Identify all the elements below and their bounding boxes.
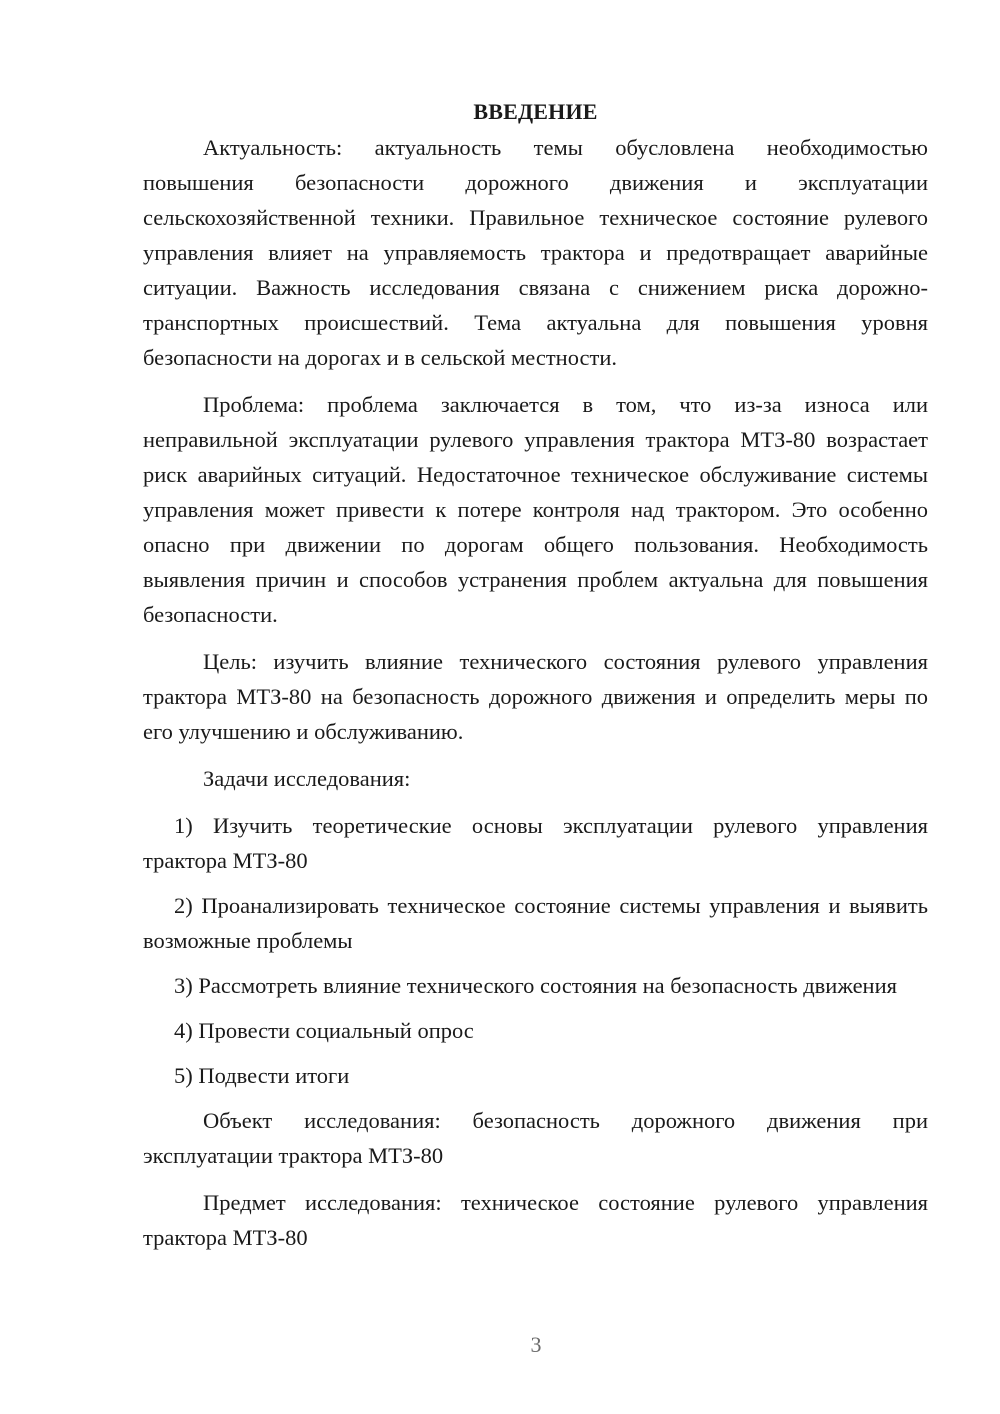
paragraph-goal: Цель: изучить влияние технического состояния рулевого управления трактора МТЗ-80 на безопасность дорожного движения и определить меры по его улучшению и обслуживанию.	[143, 649, 928, 744]
paragraph-subject: Предмет исследования: техническое состояние рулевого управления трактора МТЗ-80	[143, 1190, 928, 1250]
section-title: ВВЕДЕНИЕ	[473, 99, 598, 124]
paragraph-relevance: Актуальность: актуальность темы обусловлена необходимостью повышения безопасности дорожного движения и эксплуатации сельскохозяйственной техники. Правильное техническое состояние рулевого управления влияет на управляемость трактора и предотвращает аварийные ситуации. Важность исследования связана с снижением риска дорожно-транспортных происшествий. Тема актуальна для повышения уровня безопасности на дорогах и в сельской местности.	[143, 135, 928, 370]
paragraph-problem: Проблема: проблема заключается в том, что из-за износа или неправильной эксплуатации рулевого управления трактора МТЗ-80 возрастает риск аварийных ситуаций. Недостаточное техническое обслуживание системы управления может привести к потере контроля над трактором. Это особенно опасно при движении по дорогам общего пользования. Необходимость выявления причин и способов устранения проблем актуальна для повышения безопасности.	[143, 392, 928, 627]
task-item-3: 3) Рассмотреть влияние технического состояния на безопасность движения	[174, 973, 897, 998]
task-item-2: 2) Проанализировать техническое состояние системы управления и выявить возможные проблемы	[143, 893, 928, 953]
task-item-1: 1) Изучить теоретические основы эксплуатации рулевого управления трактора МТЗ-80	[143, 813, 928, 873]
paragraph-tasks-heading: Задачи исследования:	[203, 766, 411, 791]
task-item-5: 5) Подвести итоги	[174, 1063, 350, 1088]
paragraph-object: Объект исследования: безопасность дорожного движения при эксплуатации трактора МТЗ-80	[143, 1108, 928, 1168]
page-number: 3	[530, 1332, 542, 1357]
task-item-4: 4) Провести социальный опрос	[174, 1018, 474, 1043]
